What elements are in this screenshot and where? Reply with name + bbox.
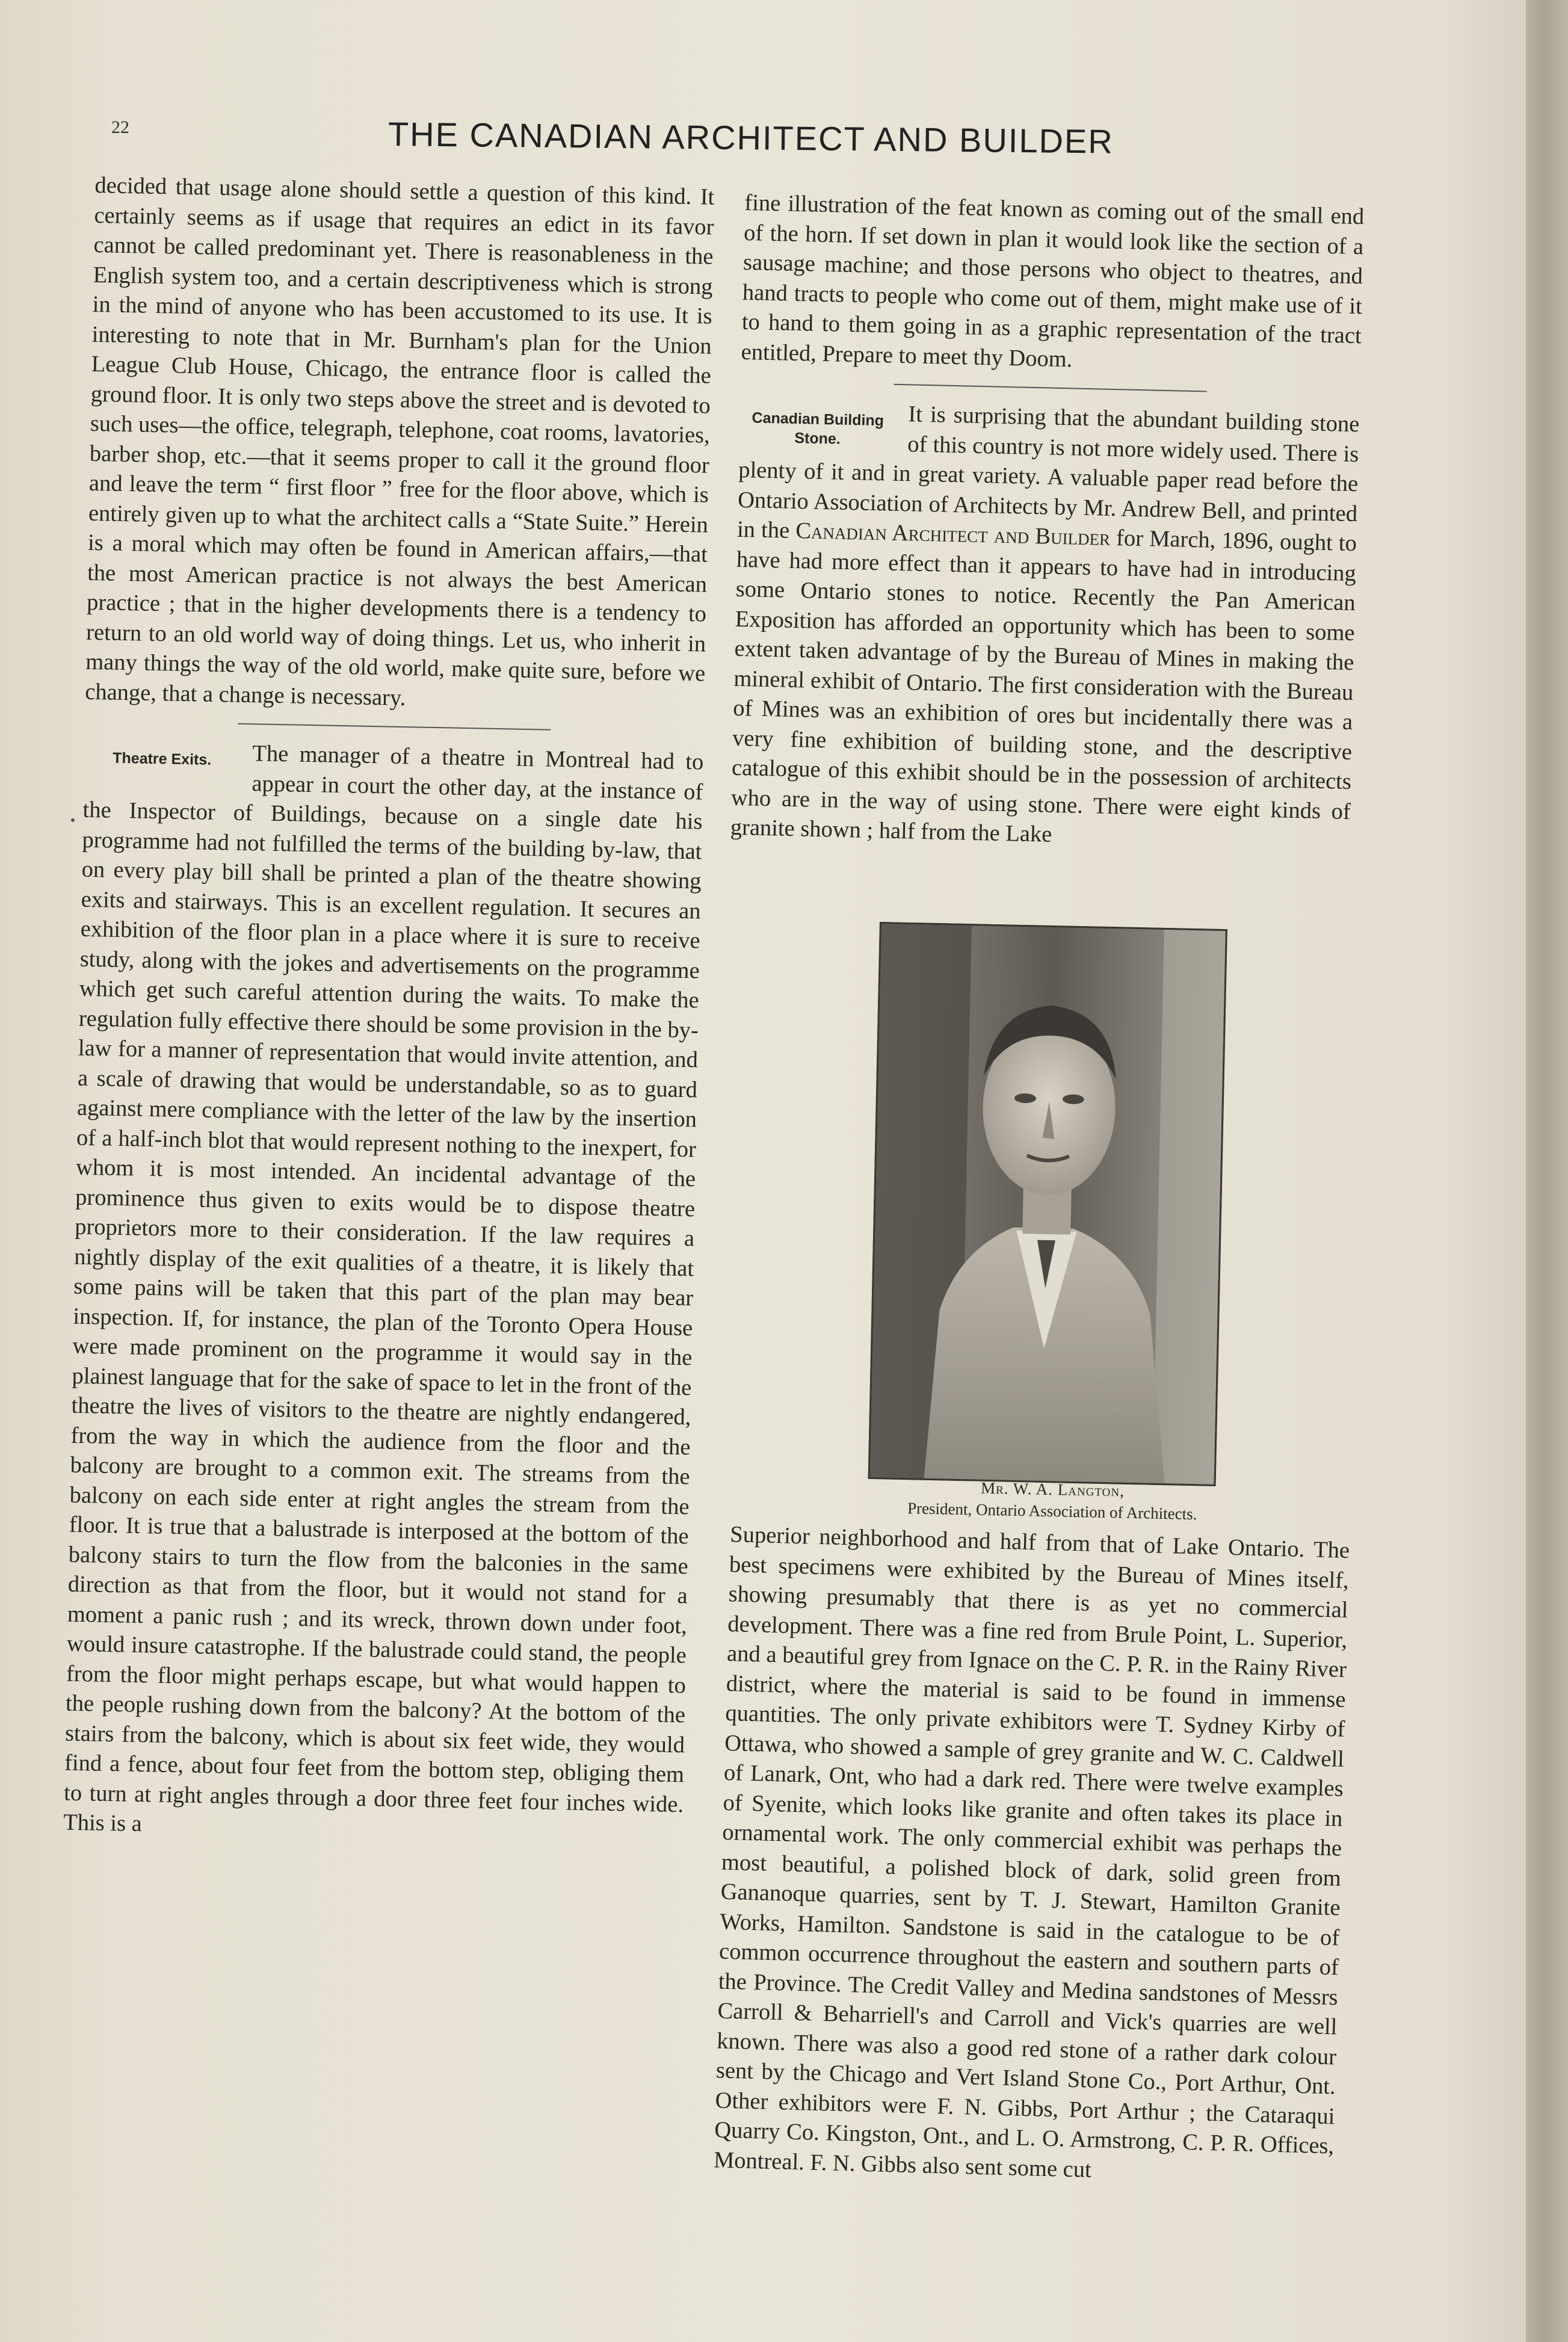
ink-spot: [71, 818, 75, 822]
building-stone-heading: Canadian Building Stone.: [752, 409, 884, 448]
page-edge-shadow: [1526, 0, 1568, 2342]
caption-name: Mr. W. A. Langton,: [980, 1478, 1125, 1500]
portrait-image: [870, 924, 1226, 1485]
theatre-exits-heading: Theatre Exits.: [113, 749, 212, 768]
running-head-title: THE CANADIAN ARCHITECT AND BUILDER: [387, 115, 1114, 161]
caption-role: President, Ontario Association of Architects.: [907, 1499, 1197, 1524]
theatre-exits-body: The manager of a theatre in Montreal had to appear in court the other day, at the instance of the Inspector of Buildings, because on a single date his programme had not fulfilled the terms of the building by-law, that on every play bill shall be printed a plan of the theatre showing exits and stairways. This is an excellent regulation. It secures an exhibition of the floor plan in a place where it is sure to receive study, along with the jokes and advertisements on the programme which get such careful attention during the waits. To make the regulation fully effective there should be some provision in the by-law for a manner of representation that would invite attention, and a scale of drawing that would be understandable, so as to guard against mere compliance with the letter of the law by the insertion of a half-inch blot that would represent nothing to the inexpert, for whom it is most intended. An incidental advantage of the prominence thus given to exits would be to dispose theatre proprietors more to their consideration. If the law requires a nightly display of the exit qualities of a theatre, it is likely that some pains will be taken that this part of the plan may bear inspection. If, for instance, the plan of the Toronto Opera House were made prominent on the programme it would say in the plainest language that for the sake of space to let in the front of the theatre the lives of visitors to the theatre are nightly endangered, from the way in which the audience from the floor and the balcony are brought to a common exit. The streams from the balcony on each side enter at right angles the stream from the floor. It is true that a balustrade is interposed at the bottom of the balcony stairs to turn the flow from the balconies in the same direction as that from the floor, but it would not stand for a moment a panic rush ; and its wreck, thrown down under foot, would insure catastrophe. If the balustrade could stand, the people from the floor might perhaps escape, but what would happen to the people rushing down from the balcony? At the bottom of the stairs from the balcony, which is about six feet wide, they would find a fence, about four feet from the bottom step, obliging them to turn at right angles through a door three feet four inches wide. This is a: [63, 741, 704, 1837]
page-number: 22: [111, 117, 129, 137]
left-intro-paragraph: decided that usage alone should settle a question of this kind. It certainly seems as if usage that requires an edict in its favor cannot be called predominant yet. There is reasonableness in the English system too, and a certain descriptiveness which is strong in the mind of anyone who has been accustomed to its use. It is interesting to note that in Mr. Burnham's plan for the Union League Club House, Chicago, the entrance floor is called the ground floor. It is only two steps above the street and is devoted to such uses—the office, telegraph, telephone, coat rooms, lavatories, barber shop, etc.—that it seems proper to call it the ground floor and leave the term “ first floor ” free for the floor above, which is entirely given up to what the architect calls a “State Suite.” Herein is a moral which may often be found in American affairs,—that the most American practice is not always the best American practice ; that in the higher developments there is a tendency to return to an old world way of doing things. Let us, who inherit in many things the way of the old world, make quite sure, before we change, that a change is necessary.: [84, 172, 715, 711]
section-divider: [894, 384, 1207, 392]
building-stone-body-part1: It is surprising that the abundant building stone of this country is not more widely used. There is plenty of it and in great variety. A valuable paper read before the Ontario Association of Architects by Mr. Andrew Bell, and printed in the: [736, 401, 1360, 544]
section-divider: [238, 723, 551, 731]
portrait-photo: [868, 922, 1227, 1486]
publication-name: Canadian Architect and Builder: [795, 518, 1111, 551]
building-stone-body: [730, 396, 1360, 857]
building-stone-section: [730, 396, 1360, 857]
building-stone-continuation: Superior neighborhood and half from that of Lake Ontario. The best specimens were exhibited by the Bureau of Mines itself, showing presumably that there is as yet no commercial development. There was a fine red from Brule Point, L. Superior, and a beautiful grey from Ignace on the C. P. R. in the Rainy River district, where the material is said to be found in immense quantities. The only private exhibitors were T. Sydney Kirby of Ottawa, who showed a sample of grey granite and W. C. Caldwell of Lanark, Ont, who had a dark red. There were twelve examples of Syenite, which looks like granite and often takes its place in ornamental work. The only commercial exhibit was perhaps the most beautiful, a polished block of dark, solid green from Gananoque quarries, sent by T. J. Stewart, Hamilton Granite Works, Hamilton. Sandstone is said in the catalogue to be of common occurrence throughout the eastern and southern parts of the Province. The Credit Valley and Medina sandstones of Messrs Carroll & Beharriell's and Carroll and Vick's quarries are well known. There was also a good red stone of a rather dark colour sent by the Chicago and Vert Island Stone Co., Port Arthur, Ont. Other exhibitors were F. N. Gibbs, Port Arthur ; the Cataraqui Quarry Co. Kingston, Ont., and L. O. Armstrong, C. P. R. Offices, Montreal. F. N. Gibbs also sent some cut: [713, 1521, 1350, 2183]
portrait-caption: [847, 1474, 1257, 1526]
right-column-top: [730, 188, 1364, 857]
right-intro-paragraph: fine illustration of the feat known as coming out of the small end of the horn. If set down in plan it would look like the section of a sausage machine; and those persons who object to theatres, and hand tracts to people who come out of them, might make use of it to hand to them going in as a graphic representation of the tract entitled, Prepare to meet thy Doom.: [741, 190, 1365, 372]
theatre-exits-section: [63, 736, 704, 1850]
building-stone-body-part2: for March, 1896, ought to have had more effect than it appears to have had in introducing some Ontario stones to notice. Recently the Pan American Exposition has afforded an opportunity which has been to some extent taken advantage of by the Bureau of Mines in making the mineral exhibit of Ontario. The first consideration with the Bureau of Mines was an exhibition of ores but incidentally there was a very fine exhibition of building stone, and the descriptive catalogue of this exhibit should be in the possession of architects who are in the way of using stone. There were eight kinds of granite shown ; half from the Lake: [730, 525, 1357, 847]
right-column-bottom: [713, 1520, 1350, 2192]
left-column: [63, 171, 715, 1850]
